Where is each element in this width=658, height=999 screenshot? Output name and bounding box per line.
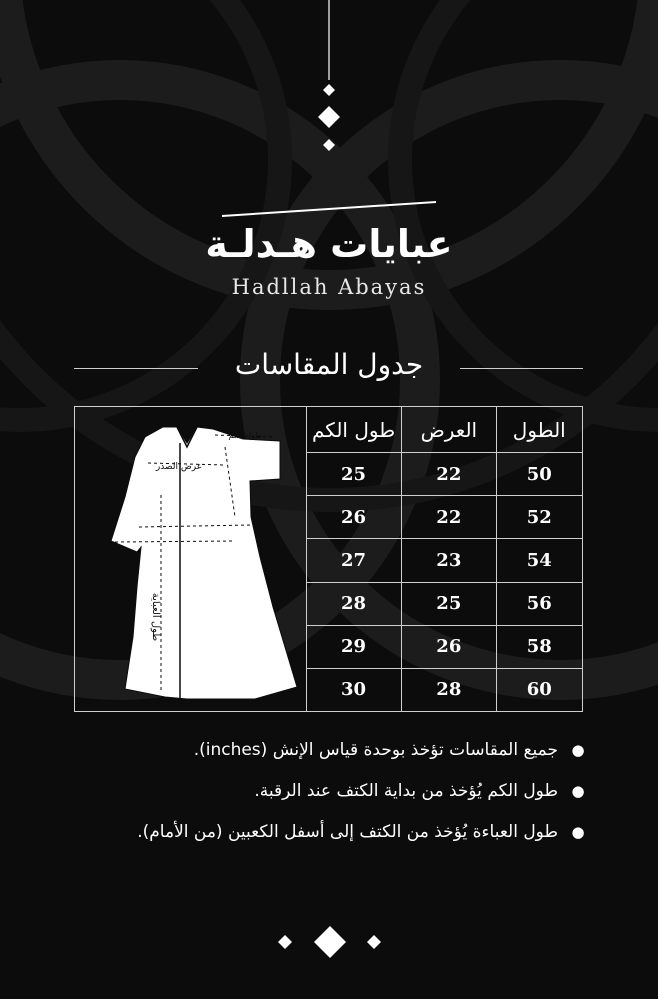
table-header-row (306, 407, 582, 453)
bullet-icon: ● (571, 782, 585, 800)
cell-sleeve: 25 (306, 453, 402, 496)
top-ornament (0, 0, 658, 160)
header-sleeve: طول الكم (306, 407, 402, 453)
measurement-notes (60, 730, 590, 853)
cell-width: 25 (402, 582, 496, 625)
table-row (306, 668, 582, 711)
header-length: الطول (496, 407, 582, 453)
cell-length: 58 (496, 625, 582, 668)
cell-length: 52 (496, 496, 582, 539)
diamond-small-icon (278, 935, 292, 949)
header-width: العرض (402, 407, 496, 453)
cell-width: 28 (402, 668, 496, 711)
list-item (60, 771, 590, 812)
diamond-large-icon (318, 106, 340, 128)
brand-name-arabic: عبايات هـدلـة (205, 222, 453, 266)
cell-length: 50 (496, 453, 582, 496)
abaya-diagram (75, 407, 307, 711)
cell-sleeve: 28 (306, 582, 402, 625)
bottom-ornament (250, 920, 410, 964)
cell-width: 22 (402, 453, 496, 496)
cell-sleeve: 29 (306, 625, 402, 668)
size-chart-title: جدول المقاسات (234, 348, 424, 381)
diamond-small-icon (323, 84, 335, 96)
bullet-icon: ● (571, 741, 585, 759)
list-item (60, 812, 590, 853)
brand-name-english: Hadllah Abayas (231, 275, 427, 299)
cell-length: 54 (496, 539, 582, 582)
diamond-small-icon (323, 139, 335, 151)
chest-width-label: عرض الصدر (155, 462, 203, 472)
sleeve-length-label: طول الكم (228, 431, 262, 440)
note-text: طول العباءة يُؤخذ من الكتف إلى أسفل الكعبين (من الأمام). (137, 822, 558, 842)
diamond-large-icon (314, 926, 346, 958)
cell-sleeve: 27 (306, 539, 402, 582)
abaya-illustration (75, 407, 306, 711)
cell-length: 60 (496, 668, 582, 711)
divider-left (74, 368, 198, 369)
cell-sleeve: 26 (306, 496, 402, 539)
cell-width: 26 (402, 625, 496, 668)
size-table (306, 407, 582, 711)
cell-sleeve: 30 (306, 668, 402, 711)
size-chart (74, 406, 583, 712)
list-item (60, 730, 590, 771)
table-row (306, 496, 582, 539)
divider-right (460, 368, 583, 369)
cell-width: 23 (402, 539, 496, 582)
bullet-icon: ● (571, 823, 585, 841)
cell-length: 56 (496, 582, 582, 625)
diamond-small-icon (367, 935, 381, 949)
table-row (306, 625, 582, 668)
table-row (306, 582, 582, 625)
abaya-length-label: طول العباية (150, 592, 161, 642)
table-row (306, 453, 582, 496)
table-row (306, 539, 582, 582)
note-text: جميع المقاسات تؤخذ بوحدة قياس الإنش (inches). (193, 740, 558, 760)
cell-width: 22 (402, 496, 496, 539)
note-text: طول الكم يُؤخذ من بداية الكتف عند الرقبة. (254, 781, 558, 801)
